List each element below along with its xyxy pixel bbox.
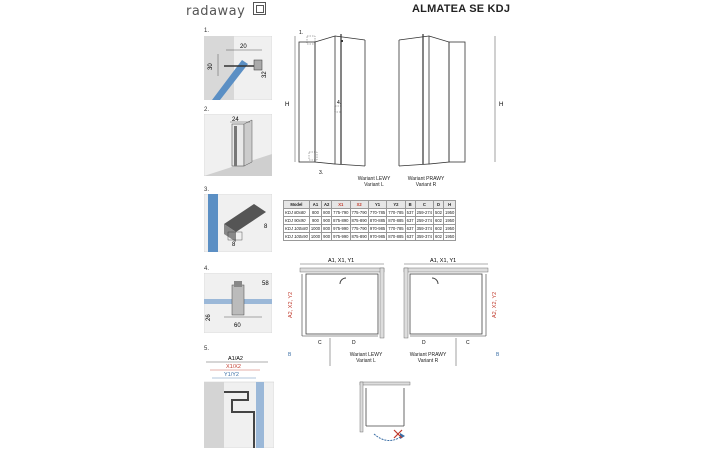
step-1-dim-32: 32 <box>262 71 268 78</box>
table-cell: 900 <box>323 218 331 223</box>
col-c: C <box>415 201 433 209</box>
table-cell: 975-990 <box>333 226 349 231</box>
step-4-detail <box>204 273 272 333</box>
table-cell: 637 <box>406 218 414 223</box>
col-a2: A2 <box>322 201 332 209</box>
front-right-label-pl: Wariant PRAWY <box>407 176 445 182</box>
table-cell: 502 <box>435 210 443 215</box>
col-d: D <box>434 201 444 209</box>
table-cell: 870-885 <box>369 218 386 223</box>
table-cell: 970-985 <box>369 226 386 231</box>
plan-right-side-label: A2, X2, Y2 <box>492 291 498 318</box>
plan-right-caption <box>398 352 458 364</box>
table-cell: 800 <box>323 226 331 231</box>
step-5-dim-a: A1/A2 <box>228 356 243 362</box>
plan-view-left <box>288 258 384 366</box>
brand-logo-mark <box>253 2 266 15</box>
table-cell: 770-785 <box>369 210 386 215</box>
table-cell: KDJ 100x80 <box>285 226 308 231</box>
callout-3-left: 3. <box>319 170 324 176</box>
step-1-dim-30: 30 <box>208 63 214 70</box>
plan-right-label-en: Variant R <box>417 358 439 364</box>
step-5-number: 5. <box>204 346 210 352</box>
plan-views <box>282 256 510 368</box>
table-cell: 870-885 <box>388 234 404 239</box>
table-cell: 770-785 <box>388 226 404 231</box>
table-cell: 602 <box>435 234 443 239</box>
step-4-dim-58: 58 <box>262 281 269 287</box>
plan-right-dim-c: C <box>466 340 470 346</box>
table-row <box>284 225 456 233</box>
step-3-dim-8b: 8 <box>232 242 236 248</box>
table-cell: 602 <box>435 218 443 223</box>
col-b: B <box>405 201 415 209</box>
front-left-label-pl: Wariant LEWY <box>357 176 391 182</box>
table-row <box>284 209 456 217</box>
product-title: ALMATEA SE KDJ <box>412 3 511 15</box>
table-cell: 975-990 <box>333 234 349 239</box>
step-4-dim-60: 60 <box>234 323 241 329</box>
col-x1: X1 <box>332 201 350 209</box>
table-cell: KDJ 90x90 <box>284 217 310 225</box>
table-cell: 1950 <box>445 234 455 239</box>
table-cell: 602 <box>435 226 443 231</box>
table-cell: 970-985 <box>369 234 386 239</box>
table-cell: 800 <box>323 210 331 215</box>
front-view-right <box>399 34 503 166</box>
plan-left-dim-d: D <box>352 340 356 346</box>
table-cell: 900 <box>309 217 321 225</box>
step-3-number: 3. <box>204 187 210 193</box>
col-model: Model <box>284 201 310 209</box>
col-y2: Y2 <box>387 201 405 209</box>
step-2-detail <box>204 114 272 176</box>
table-cell: 359-374 <box>416 234 433 239</box>
plan-left-top-label: A1, X1, Y1 <box>328 258 355 264</box>
table-row <box>284 217 456 225</box>
step-2-number: 2. <box>204 107 210 113</box>
plan-left-caption <box>336 352 396 364</box>
table-cell: KDJ 100x90 <box>285 234 308 239</box>
step-5-dim-x: X1/X2 <box>226 364 241 370</box>
table-cell: 800 <box>309 209 321 217</box>
table-cell: 875-890 <box>351 234 367 239</box>
plan-right-label-pl: Wariant PRAWY <box>409 352 447 358</box>
col-y1: Y1 <box>368 201 386 209</box>
table-cell: 770-785 <box>388 210 404 215</box>
height-label-right: H <box>499 102 504 108</box>
table-cell: 1000 <box>310 234 321 239</box>
step-4-dim-26: 26 <box>206 314 212 321</box>
plan-left-dim-b: B <box>288 352 292 358</box>
table-cell: 870-885 <box>388 218 404 223</box>
table-cell: 259-274 <box>416 218 433 223</box>
callout-1-left: 1. <box>299 30 304 36</box>
table-cell: 775-790 <box>333 210 349 215</box>
plan-right-dim-d: D <box>422 340 426 346</box>
table-cell: 537 <box>406 210 414 215</box>
height-label-left: H <box>285 102 290 108</box>
front-right-label-en: Variant R <box>415 182 437 188</box>
table-cell: 775-790 <box>351 226 367 231</box>
spec-header-row <box>284 201 456 209</box>
table-row <box>284 233 456 241</box>
table-cell: 1950 <box>445 218 455 223</box>
table-cell: 875-890 <box>333 218 349 223</box>
plan-left-label-pl: Wariant LEWY <box>349 352 383 358</box>
table-cell: 359-374 <box>416 226 433 231</box>
plan-left-label-en: Variant L <box>356 358 376 364</box>
table-cell: 1950 <box>445 226 455 231</box>
step-1-dim-20: 20 <box>240 44 247 50</box>
step-3-dim-8a: 8 <box>264 224 268 230</box>
brand-logo-text: radaway <box>186 4 246 19</box>
front-view-left <box>285 30 365 176</box>
col-x2: X2 <box>350 201 368 209</box>
step-5-dim-y: Y1/Y2 <box>224 372 239 378</box>
col-h: H <box>444 201 456 209</box>
table-cell: 1950 <box>445 210 455 215</box>
plan-left-dim-c: C <box>318 340 322 346</box>
step-2-dim-24: 24 <box>232 117 239 123</box>
plan-view-right <box>404 258 500 366</box>
table-cell: 1000 <box>310 226 321 231</box>
table-cell: 775-790 <box>351 210 367 215</box>
front-left-caption <box>344 176 404 188</box>
step-1-number: 1. <box>204 28 210 34</box>
door-swing-detail <box>350 378 420 448</box>
step-1-detail <box>204 36 272 100</box>
front-elevation-views <box>281 26 521 192</box>
callout-4-left: 4. <box>337 100 342 106</box>
table-cell: 900 <box>323 234 331 239</box>
table-cell: 637 <box>406 234 414 239</box>
front-left-label-en: Variant L <box>364 182 384 188</box>
front-right-caption <box>396 176 456 188</box>
plan-right-top-label: A1, X1, Y1 <box>430 258 457 264</box>
spec-table <box>283 200 456 241</box>
table-cell: KDJ 80x80 <box>284 209 310 217</box>
step-5-detail <box>204 352 274 448</box>
table-cell: 259-274 <box>416 210 433 215</box>
plan-right-dim-b: B <box>496 352 500 358</box>
step-4-number: 4. <box>204 266 210 272</box>
table-cell: 875-890 <box>351 218 367 223</box>
plan-left-side-label: A2, X2, Y2 <box>288 291 294 318</box>
col-a1: A1 <box>309 201 321 209</box>
step-3-detail <box>204 194 272 252</box>
table-cell: 637 <box>406 226 414 231</box>
